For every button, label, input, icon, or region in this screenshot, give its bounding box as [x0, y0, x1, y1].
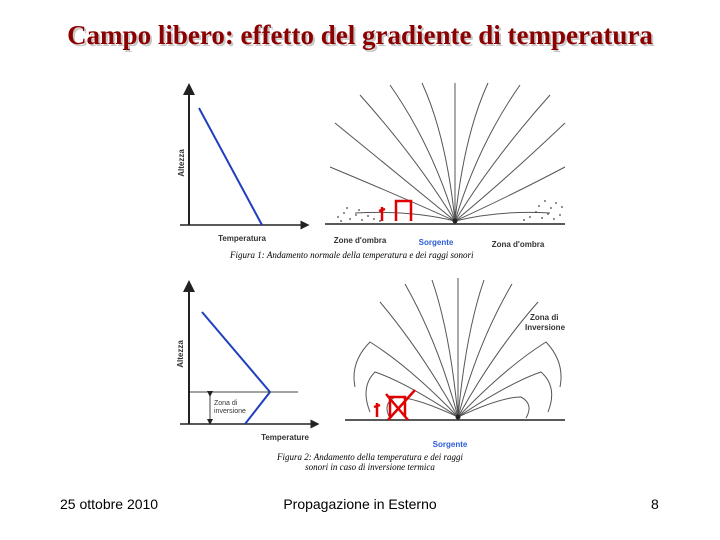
figure-2-source-point: [456, 415, 461, 420]
figure-1-x-axis-label: Temperatura: [218, 234, 266, 243]
figure-2-x-axis-label: Temperature: [261, 433, 309, 442]
figure-1-source-point: [453, 219, 458, 224]
slide-title: Campo libero: effetto del gradiente di temperatura: [67, 20, 653, 50]
figure-1-temperature-profile: [177, 89, 305, 243]
figure-1-source-label: Sorgente: [418, 238, 454, 247]
figure-2-y-axis-label: Altezza: [176, 340, 185, 368]
footer-center: Propagazione in Esterno: [283, 496, 437, 512]
figure-1-y-axis-label: Altezza: [177, 149, 186, 177]
figure-2-source-label: Sorgente: [432, 440, 468, 449]
footer-date: 25 ottobre 2010: [60, 496, 159, 512]
figure-2-inversion-zone-right-2: Inversione: [525, 323, 566, 332]
figure-2-inversion-zone-left-2: inversione: [214, 408, 246, 415]
figure-2-caption-line-2: sonori in caso di inversione termica: [305, 462, 435, 472]
figure-2-inversion-zone-left-1: Zona di: [214, 400, 238, 407]
figure-1-caption: Figura 1: Andamento normale della temperatura e dei raggi sonori: [230, 250, 474, 260]
figure-1-temperature-line: [199, 108, 262, 225]
figure-2-sound-rays: [345, 278, 565, 420]
figure-2-gradient-annotation: [374, 390, 415, 420]
figure-1-shadow-zone-right: Zona d'ombra: [491, 240, 545, 249]
figure-2-inversion-gradient: [170, 272, 570, 450]
figure-1-shadow-zone-left: Zone d'ombra: [333, 236, 387, 245]
figure-1-normal-gradient: [170, 75, 570, 250]
figure-1-gradient-annotation: [379, 201, 411, 221]
figure-1-sound-rays: [325, 83, 565, 224]
figure-2-temperature-profile: [176, 286, 315, 442]
footer-page-number: 8: [651, 496, 659, 512]
figure-2-caption-line-1: Figura 2: Andamento della temperatura e dei raggi: [276, 452, 464, 462]
figure-2-caption: [240, 452, 500, 472]
figure-2-inversion-zone-right-1: Zona di: [530, 313, 559, 322]
